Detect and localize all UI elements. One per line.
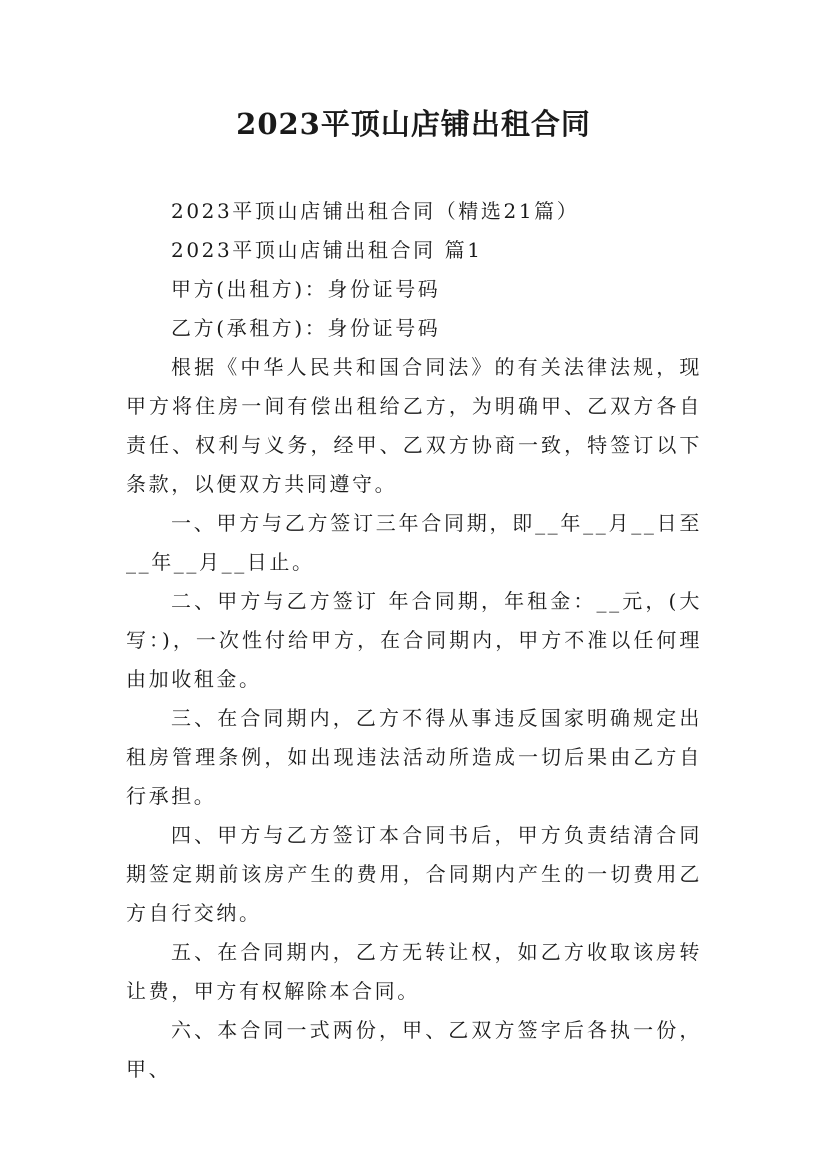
paragraph-clause-5: 五、在合同期内，乙方无转让权，如乙方收取该房转让费，甲方有权解除本合同。 bbox=[126, 940, 702, 1003]
paragraph-clause-6: 六、本合同一式两份，甲、乙双方签字后各执一份，甲、 bbox=[126, 1018, 702, 1081]
paragraph-clause-3: 三、在合同期内，乙方不得从事违反国家明确规定出租房管理条例，如出现违法活动所造成一切后果由乙方自行承担。 bbox=[126, 706, 702, 808]
paragraph-section-heading: 2023平顶山店铺出租合同 篇1 bbox=[171, 238, 483, 262]
paragraph-party-b: 乙方(承租方)：身份证号码 bbox=[171, 316, 441, 340]
paragraph-subtitle: 2023平顶山店铺出租合同（精选21篇） bbox=[171, 199, 580, 223]
paragraph-clause-4: 四、甲方与乙方签订本合同书后，甲方负责结清合同期签定期前该房产生的费用，合同期内产生的一切费用乙方自行交纳。 bbox=[126, 823, 702, 925]
paragraph-preamble: 根据《中华人民共和国合同法》的有关法律法规，现甲方将住房一间有偿出租给乙方，为明确甲、乙双方各自责任、权利与义务，经甲、乙双方协商一致，特签订以下条款，以便双方共同遵守。 bbox=[126, 355, 702, 496]
paragraph-clause-2: 二、甲方与乙方签订 年合同期，年租金：__元，(大写：)，一次性付给甲方，在合同期内，甲方不准以任何理由加收租金。 bbox=[126, 589, 702, 691]
paragraph-party-a: 甲方(出租方)：身份证号码 bbox=[171, 277, 441, 301]
document-title: 2023平顶山店铺出租合同 bbox=[236, 107, 591, 141]
paragraph-clause-1: 一、甲方与乙方签订三年合同期，即__年__月__日至__年__月__日止。 bbox=[126, 511, 702, 574]
document-body bbox=[126, 192, 702, 1089]
